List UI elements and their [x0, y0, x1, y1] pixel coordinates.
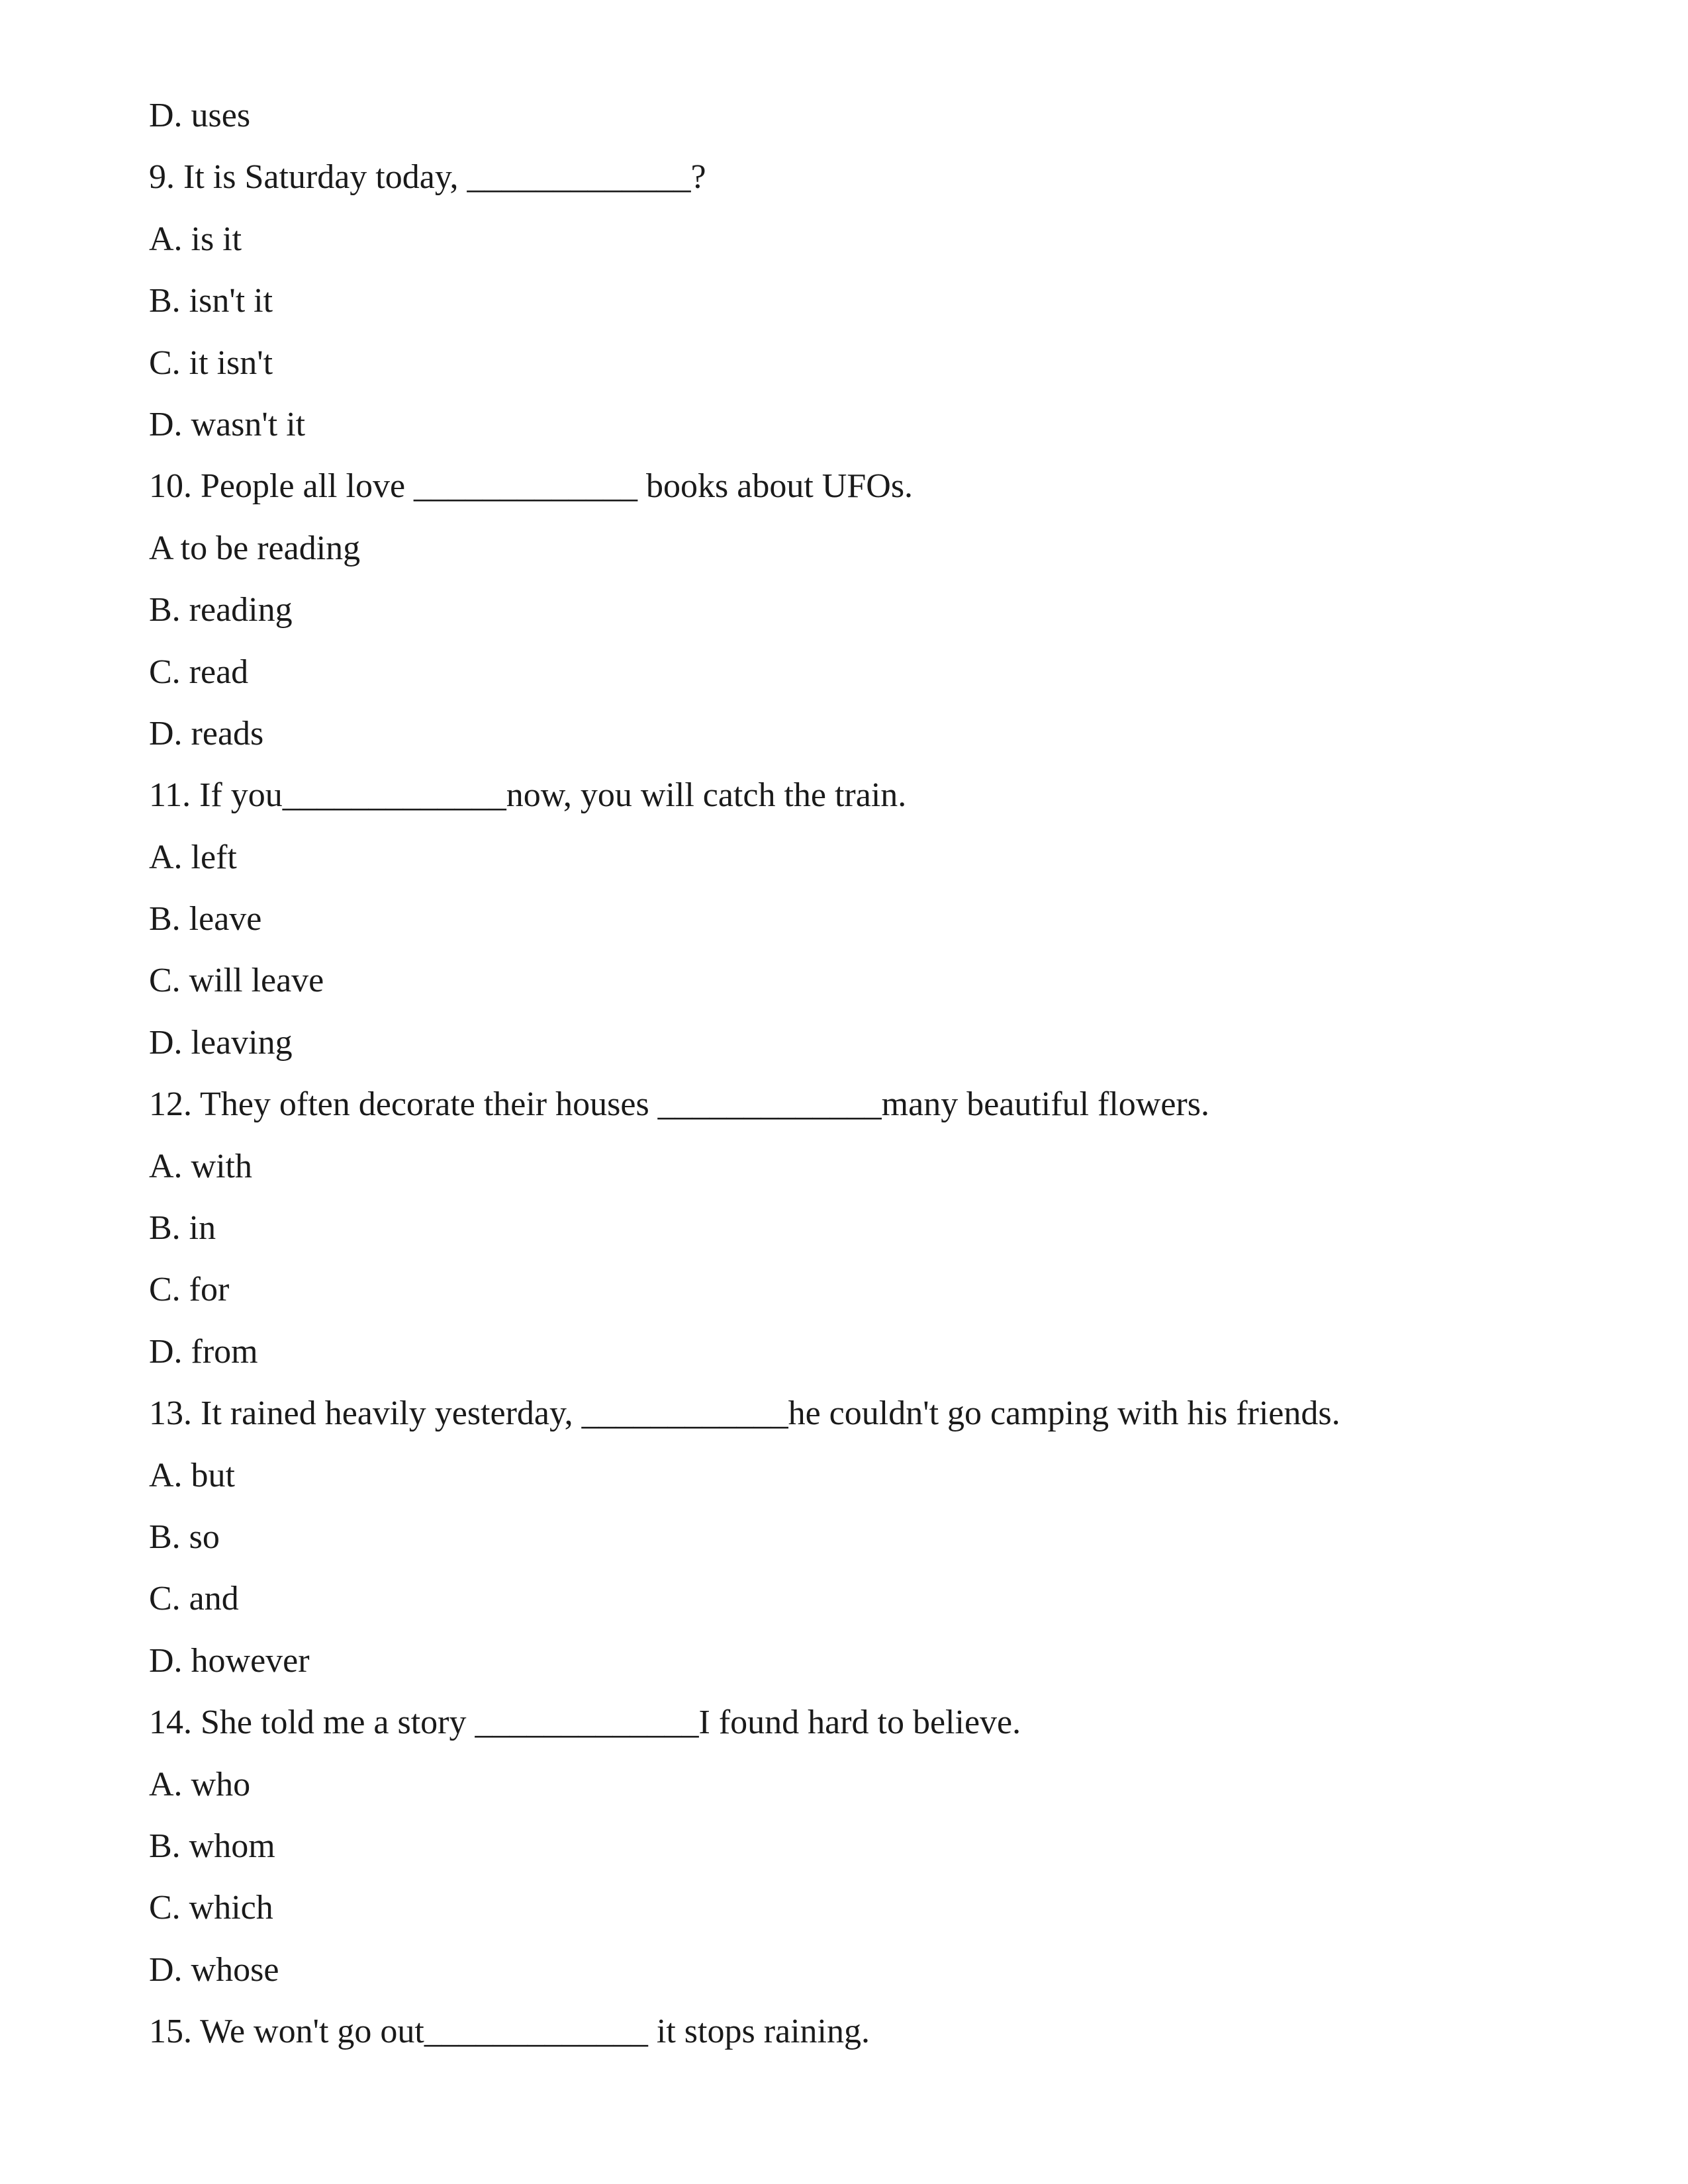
question-14: 14. She told me a story _____________I found hard to believe. — [149, 1704, 1021, 1742]
option-11-a: A. left — [149, 838, 237, 876]
option-8-d: D. uses — [149, 97, 251, 134]
document-page — [149, 93, 1539, 2071]
option-14-d: D. whose — [149, 1950, 279, 1989]
option-10-c: C. read — [149, 653, 249, 691]
question-12: 12. They often decorate their houses _____________many beautiful flowers. — [149, 1085, 1209, 1124]
option-11-c: C. will leave — [149, 962, 324, 1000]
option-13-b: B. so — [149, 1518, 220, 1556]
question-9: 9. It is Saturday today, _____________? — [149, 158, 706, 197]
option-14-c: C. which — [149, 1889, 273, 1927]
question-11: 11. If you_____________now, you will catch the train. — [149, 776, 907, 815]
option-12-d: D. from — [149, 1332, 258, 1371]
option-10-d: D. reads — [149, 714, 264, 752]
question-15: 15. We won't go out_____________ it stops raining. — [149, 2013, 870, 2051]
option-9-c: C. it isn't — [149, 343, 273, 382]
option-13-c: C. and — [149, 1580, 239, 1618]
option-12-b: B. in — [149, 1209, 216, 1248]
option-9-d: D. wasn't it — [149, 405, 306, 443]
option-11-b: B. leave — [149, 900, 262, 938]
option-14-b: B. whom — [149, 1827, 275, 1865]
option-11-d: D. leaving — [149, 1023, 293, 1062]
option-9-a: A. is it — [149, 220, 242, 258]
option-13-d: D. however — [149, 1641, 310, 1680]
option-9-b: B. isn't it — [149, 282, 273, 320]
option-12-a: A. with — [149, 1147, 252, 1185]
option-14-a: A. who — [149, 1765, 251, 1803]
question-10: 10. People all love _____________ books about UFOs. — [149, 467, 914, 506]
option-10-a: A to be reading — [149, 529, 361, 567]
option-10-b: B. reading — [149, 591, 293, 629]
question-13: 13. It rained heavily yesterday, ____________he couldn't go camping with his friends. — [149, 1394, 1340, 1433]
option-12-c: C. for — [149, 1271, 230, 1309]
option-13-a: A. but — [149, 1456, 235, 1494]
